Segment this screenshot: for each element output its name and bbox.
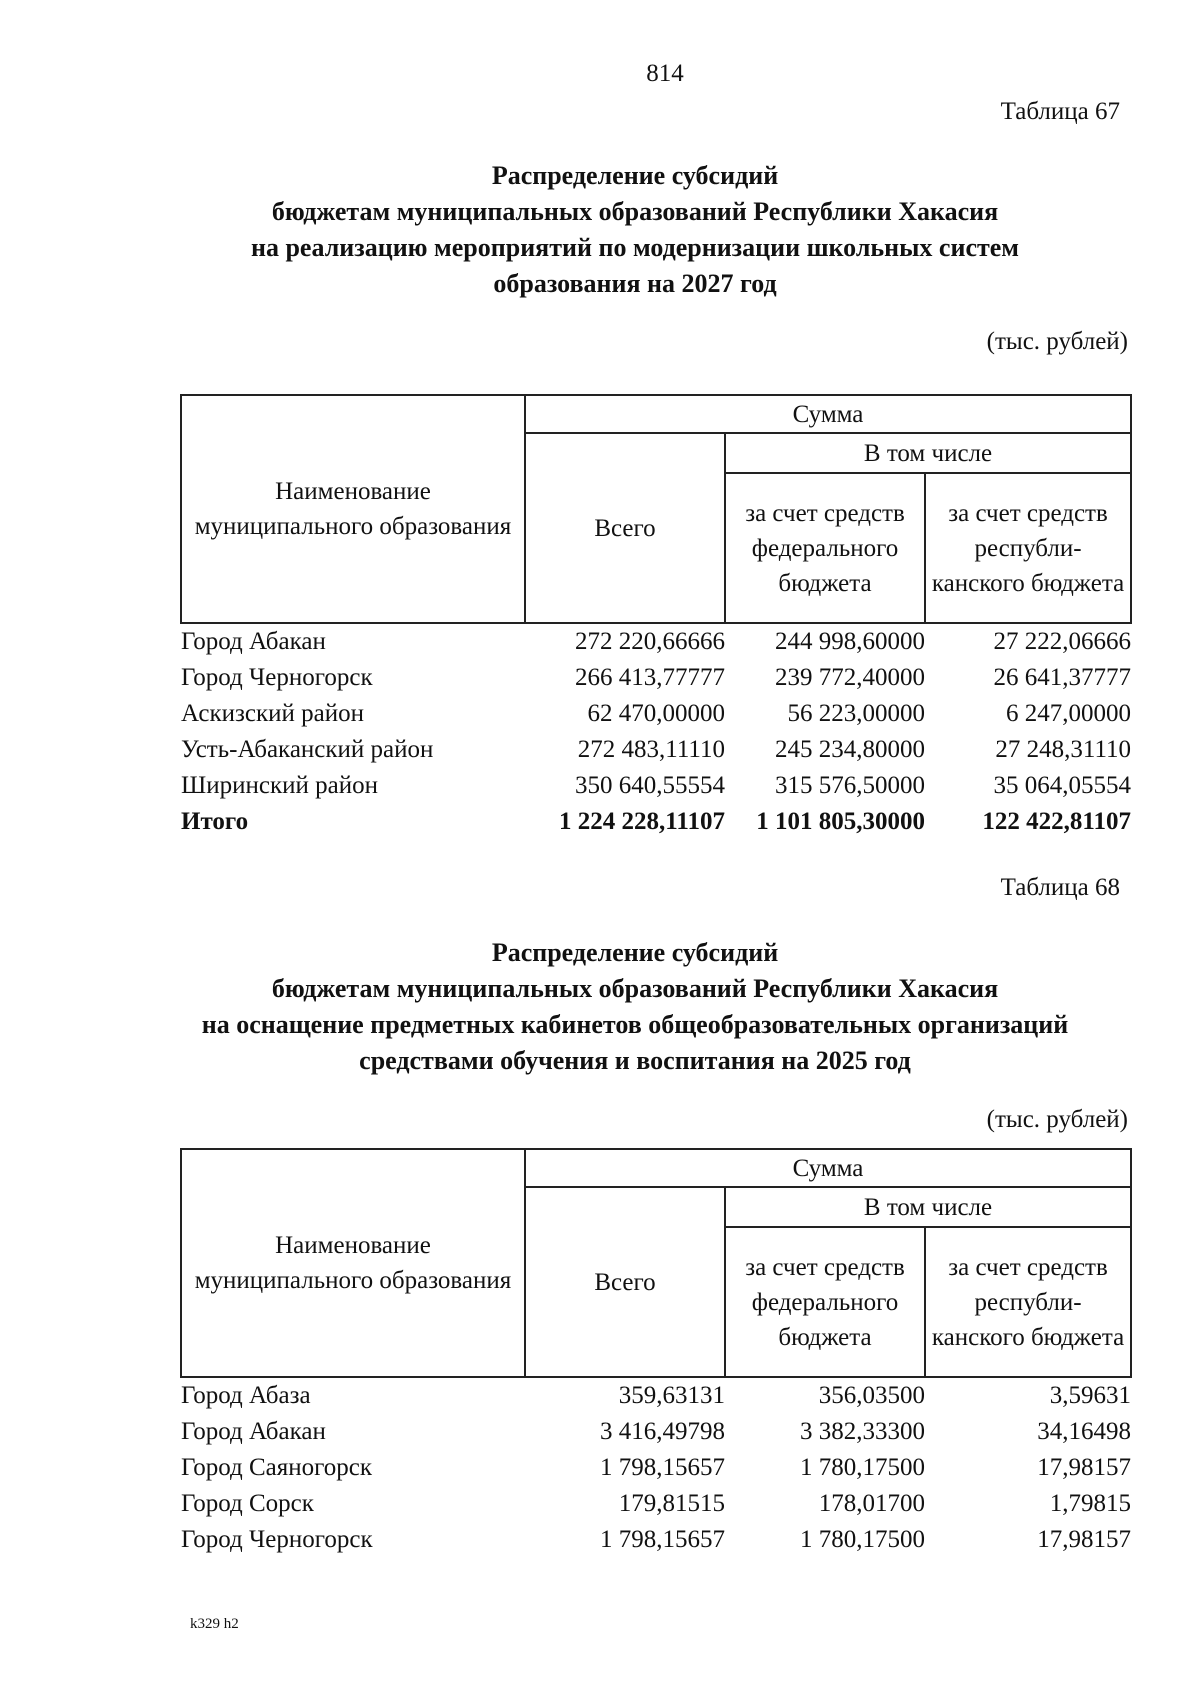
header-total: Всего — [525, 1187, 725, 1377]
row-name: Усть-Абаканский район — [181, 736, 434, 763]
row-total: 1 798,15657 — [600, 1526, 725, 1553]
header-name: Наименование муниципального образования — [181, 1149, 525, 1377]
row-federal: 356,03500 — [818, 1382, 925, 1409]
page-number: 814 — [646, 60, 684, 87]
header-republic: за счет средств республи-канского бюджета — [925, 473, 1131, 623]
row-federal: 245 234,80000 — [775, 736, 925, 763]
row-name: Город Черногорск — [181, 1526, 373, 1553]
row-name: Город Черногорск — [181, 664, 373, 691]
table-caption: Таблица 68 — [1000, 874, 1120, 901]
row-name: Ширинский район — [181, 772, 378, 799]
row-name: Город Саяногорск — [181, 1454, 373, 1481]
row-federal: 315 576,50000 — [775, 772, 925, 799]
table-row — [181, 732, 1131, 768]
title-line: Распределение субсидий — [491, 938, 779, 967]
header-sum: Сумма — [525, 1149, 1131, 1187]
header-federal: за счет средств федерального бюджета — [725, 473, 925, 623]
title-line: бюджетам муниципальных образований Республики Хакасия — [271, 197, 999, 226]
units-label: (тыс. рублей) — [986, 1106, 1128, 1133]
total-name: Итого — [181, 808, 249, 835]
row-republic: 17,98157 — [1037, 1454, 1132, 1481]
row-total: 272 483,11110 — [577, 736, 725, 763]
row-name: Аскизский район — [181, 700, 365, 727]
title-line: на оснащение предметных кабинетов общеобразовательных организаций — [201, 1010, 1069, 1039]
row-total: 3 416,49798 — [600, 1418, 725, 1445]
units-label: (тыс. рублей) — [986, 328, 1128, 355]
header-including: В том числе — [725, 1187, 1131, 1227]
table-row — [181, 696, 1131, 732]
row-name: Город Абакан — [181, 1418, 326, 1445]
row-republic: 6 247,00000 — [1006, 700, 1132, 727]
row-republic: 17,98157 — [1037, 1526, 1132, 1553]
title-line: Распределение субсидий — [491, 161, 779, 190]
row-total: 272 220,66666 — [575, 628, 725, 655]
table-row — [181, 768, 1131, 804]
row-federal: 3 382,33300 — [800, 1418, 925, 1445]
header-federal: за счет средств федерального бюджета — [725, 1227, 925, 1377]
table-row — [181, 623, 1131, 660]
table-row — [181, 1414, 1131, 1450]
row-total: 350 640,55554 — [575, 772, 725, 799]
row-name: Город Сорск — [181, 1490, 314, 1517]
row-total: 266 413,77777 — [575, 664, 725, 691]
title-line: образования на 2027 год — [493, 269, 777, 298]
table-title — [120, 935, 1150, 1079]
row-federal: 1 780,17500 — [800, 1454, 925, 1481]
row-federal: 178,01700 — [818, 1490, 925, 1517]
row-republic: 34,16498 — [1037, 1418, 1132, 1445]
total-federal: 1 101 805,30000 — [756, 808, 925, 835]
row-federal: 1 780,17500 — [800, 1526, 925, 1553]
header-name: Наименование муниципального образования — [181, 395, 525, 623]
header-including: В том числе — [725, 433, 1131, 473]
table-row — [181, 1377, 1131, 1414]
row-federal: 244 998,60000 — [775, 628, 925, 655]
row-total: 62 470,00000 — [587, 700, 725, 727]
header-republic: за счет средств республи-канского бюджета — [925, 1227, 1131, 1377]
header-total: Всего — [525, 433, 725, 623]
data-table — [180, 1148, 1132, 1558]
table-row — [181, 660, 1131, 696]
row-republic: 26 641,37777 — [993, 664, 1132, 691]
title-line: на реализацию мероприятий по модернизации школьных систем — [250, 233, 1020, 262]
title-line: бюджетам муниципальных образований Республики Хакасия — [271, 974, 999, 1003]
row-republic: 1,79815 — [1049, 1490, 1132, 1517]
row-name: Город Абаза — [181, 1382, 311, 1409]
total-row — [181, 804, 1131, 840]
row-total: 1 798,15657 — [600, 1454, 725, 1481]
row-republic: 3,59631 — [1049, 1382, 1132, 1409]
row-total: 359,63131 — [618, 1382, 725, 1409]
table-row — [181, 1450, 1131, 1486]
row-total: 179,81515 — [618, 1490, 725, 1517]
table-title — [120, 158, 1150, 302]
total-republic: 122 422,81107 — [982, 808, 1132, 835]
data-table — [180, 394, 1132, 840]
table-row — [181, 1486, 1131, 1522]
row-republic: 27 248,31110 — [995, 736, 1132, 763]
row-federal: 239 772,40000 — [775, 664, 925, 691]
row-republic: 35 064,05554 — [993, 772, 1132, 799]
footer-code: k329 h2 — [190, 1616, 239, 1632]
title-line: средствами обучения и воспитания на 2025 год — [359, 1046, 911, 1075]
row-republic: 27 222,06666 — [993, 628, 1132, 655]
header-sum: Сумма — [525, 395, 1131, 433]
row-federal: 56 223,00000 — [787, 700, 925, 727]
table-caption: Таблица 67 — [1000, 98, 1120, 125]
table-row — [181, 1522, 1131, 1558]
total-total: 1 224 228,11107 — [559, 808, 725, 835]
row-name: Город Абакан — [181, 628, 326, 655]
